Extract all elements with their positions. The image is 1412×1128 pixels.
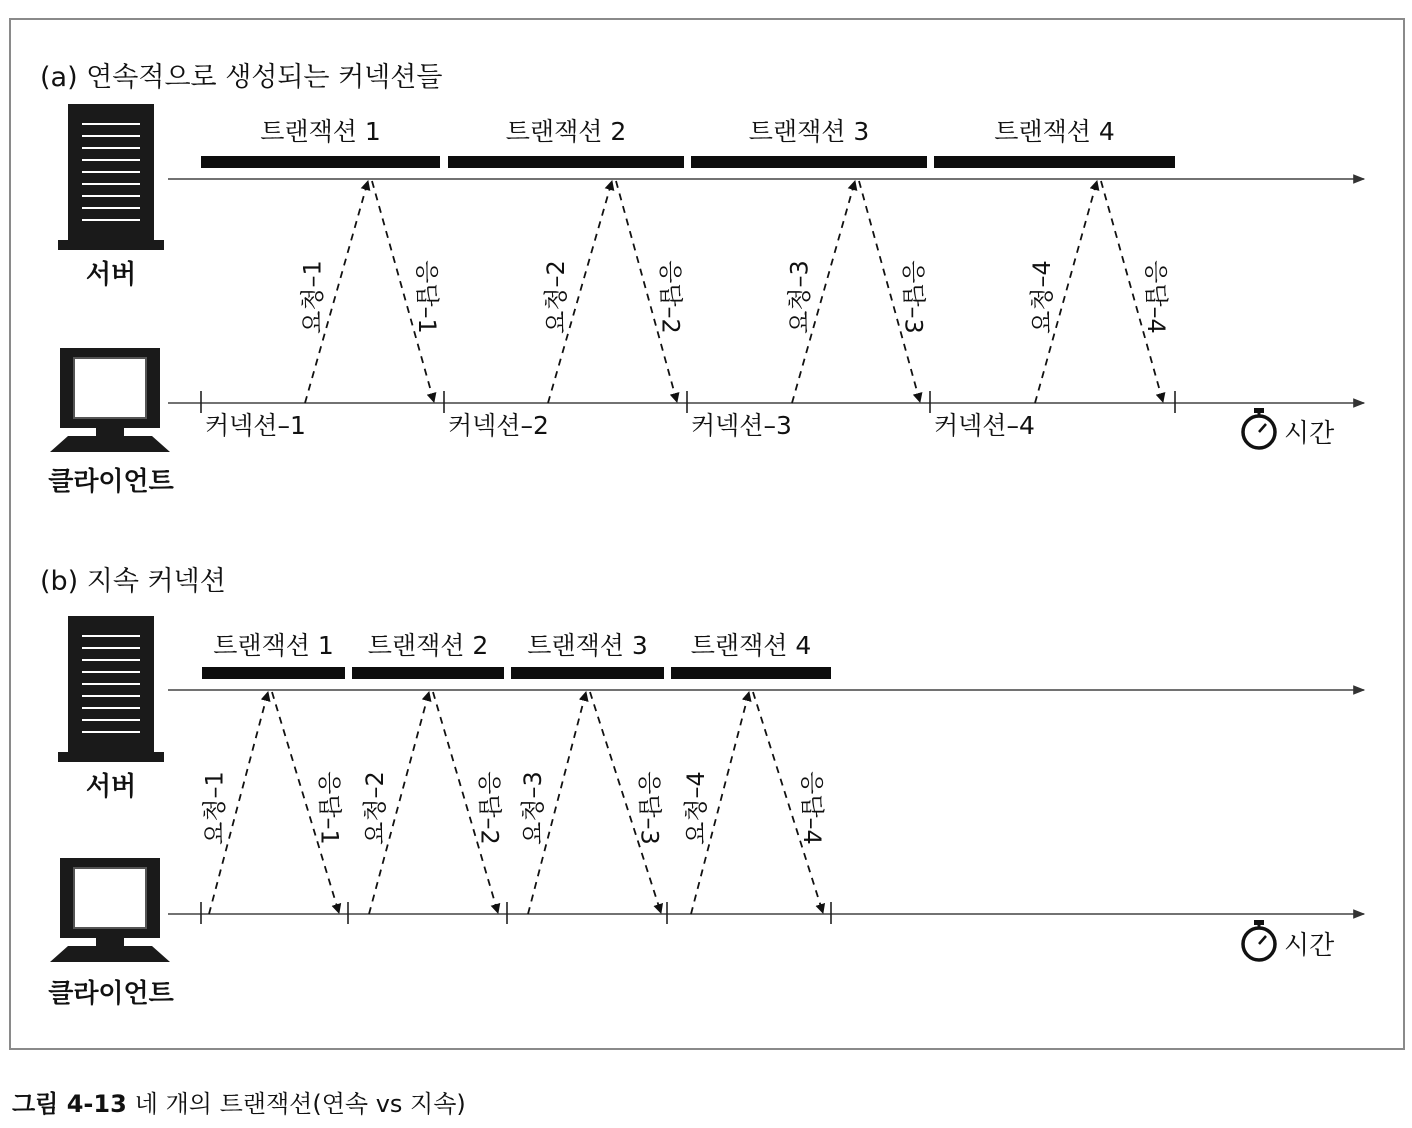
connection-label: 커넥션–3 — [691, 411, 792, 440]
time-label: 시간 — [1284, 419, 1335, 449]
request-label: 요청–1 — [298, 260, 327, 334]
figure-caption — [12, 1084, 466, 1119]
response-label: 응답–1 — [413, 260, 441, 334]
response-label: 응답–4 — [798, 771, 826, 845]
response-label: 응답–1 — [315, 771, 344, 845]
transaction-bar — [511, 667, 664, 679]
transaction-label: 트랜잭션 3 — [527, 631, 648, 660]
response-label: 응답–4 — [1142, 260, 1170, 334]
server-label: 서버 — [85, 260, 137, 290]
request-label: 요청–4 — [682, 771, 710, 845]
request-label: 요청–1 — [200, 771, 229, 845]
response-label: 응답–3 — [635, 771, 664, 845]
time-label: 시간 — [1284, 931, 1335, 961]
transaction-bar — [448, 156, 684, 168]
transaction-bar — [934, 156, 1175, 168]
request-label: 요청–2 — [361, 771, 389, 845]
stopwatch-icon — [1243, 408, 1275, 448]
server-label: 서버 — [85, 772, 137, 802]
connection-label: 커넥션–2 — [448, 411, 549, 440]
transaction-label: 트랜잭션 4 — [690, 631, 812, 660]
panel-title: (b) 지속 커넥션 — [40, 566, 226, 597]
figure-caption-text: 네 개의 트랜잭션(연속 vs 지속) — [134, 1090, 466, 1118]
transaction-bar — [352, 667, 504, 679]
transaction-label: 트랜잭션 4 — [994, 117, 1115, 146]
transaction-label: 트랜잭션 1 — [260, 117, 381, 146]
server-icon — [58, 104, 164, 250]
connection-label: 커넥션–4 — [934, 411, 1035, 440]
transaction-label: 트랜잭션 2 — [505, 117, 627, 146]
request-label: 요청–3 — [785, 260, 814, 334]
response-label: 응답–2 — [475, 771, 504, 845]
transaction-bar — [671, 667, 831, 679]
transaction-label: 트랜잭션 1 — [213, 631, 334, 660]
transaction-bar — [691, 156, 927, 168]
panel-title: (a) 연속적으로 생성되는 커넥션들 — [40, 62, 443, 93]
stopwatch-icon — [1243, 920, 1275, 960]
request-label: 요청–4 — [1028, 260, 1056, 334]
response-label: 응답–2 — [656, 260, 685, 334]
request-label: 요청–3 — [519, 771, 547, 845]
transaction-label: 트랜잭션 3 — [748, 117, 870, 146]
transaction-bar — [202, 667, 345, 679]
client-icon — [50, 858, 170, 962]
server-icon — [58, 616, 164, 762]
response-label: 응답–3 — [899, 260, 928, 334]
client-label: 클라이언트 — [48, 467, 174, 497]
client-label: 클라이언트 — [48, 979, 174, 1009]
transaction-bar — [201, 156, 440, 168]
client-icon — [50, 348, 170, 452]
request-label: 요청–2 — [542, 260, 570, 334]
connection-label: 커넥션–1 — [205, 411, 306, 440]
transaction-label: 트랜잭션 2 — [367, 631, 489, 660]
figure-number: 그림 4-13 — [12, 1090, 127, 1118]
